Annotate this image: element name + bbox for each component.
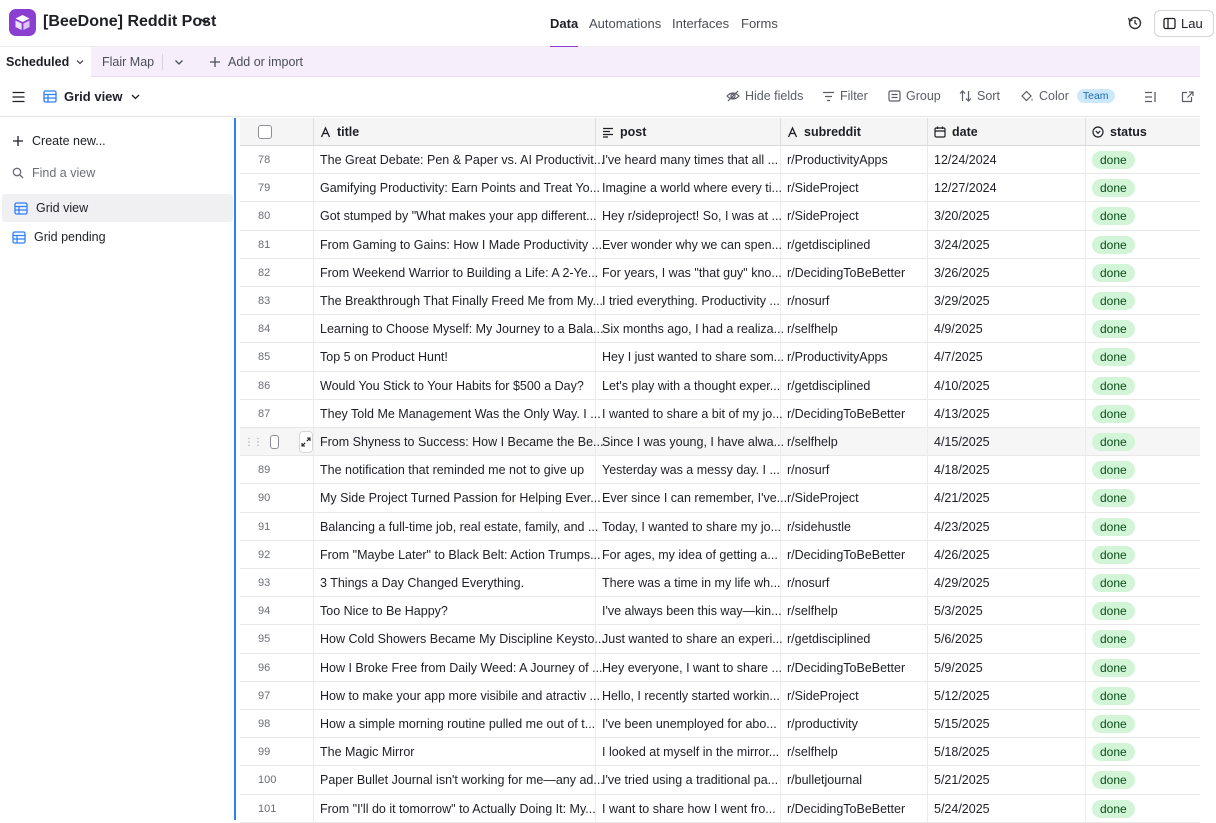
- row-number: 81: [240, 231, 314, 259]
- row-number: 99: [240, 738, 314, 766]
- cell-date[interactable]: 4/18/2025: [928, 456, 1086, 484]
- column-header-label: post: [620, 125, 647, 139]
- status-badge: done: [1092, 292, 1135, 310]
- cell-post[interactable]: Let's play with a thought exper...: [596, 372, 781, 400]
- cell-title[interactable]: Gamifying Productivity: Earn Points and Treat Yo...: [314, 174, 596, 202]
- sort-label: Sort: [977, 89, 1000, 103]
- row-number: 82: [240, 259, 314, 287]
- text-field-icon: [787, 127, 798, 138]
- cell-title[interactable]: How Cold Showers Became My Discipline Keysto...: [314, 625, 596, 653]
- base-logo-icon[interactable]: [9, 9, 36, 36]
- chevron-down-icon[interactable]: [173, 56, 185, 68]
- cell-date[interactable]: 5/18/2025: [928, 738, 1086, 766]
- cell-date[interactable]: 5/21/2025: [928, 766, 1086, 794]
- cell-subreddit[interactable]: r/bulletjournal: [781, 766, 928, 794]
- hide-fields-label: Hide fields: [745, 89, 804, 103]
- sidebar-item-label: Grid pending: [34, 230, 106, 244]
- chevron-down-icon[interactable]: [199, 15, 211, 27]
- status-badge: done: [1092, 602, 1135, 620]
- row-number: 86: [240, 372, 314, 400]
- column-header-title[interactable]: [314, 118, 596, 146]
- sidebar-item-grid-view[interactable]: [2, 194, 233, 222]
- cell-subreddit[interactable]: r/nosurf: [781, 456, 928, 484]
- table-tab-label: Scheduled: [6, 55, 70, 69]
- hide-fields-button[interactable]: [726, 89, 803, 103]
- cell-post[interactable]: Since I was young, I have alwa...: [596, 428, 781, 456]
- row-number: 79: [240, 174, 314, 202]
- cell-subreddit[interactable]: r/ProductivityApps: [781, 343, 928, 371]
- cell-post[interactable]: Hello, I recently started workin...: [596, 682, 781, 710]
- table-row[interactable]: [240, 428, 1200, 456]
- status-badge: done: [1092, 630, 1135, 648]
- cell-subreddit[interactable]: r/DecidingToBeBetter: [781, 400, 928, 428]
- records-grid: [240, 118, 1200, 820]
- table-row[interactable]: [240, 146, 1200, 174]
- cell-title[interactable]: Would You Stick to Your Habits for $500 a Day?: [314, 372, 596, 400]
- text-field-icon: [320, 127, 331, 138]
- column-header-label: subreddit: [804, 125, 861, 139]
- cell-post[interactable]: Ever since I can remember, I've...: [596, 484, 781, 512]
- row-number: 83: [240, 287, 314, 315]
- column-header-status[interactable]: [1086, 118, 1216, 146]
- cell-title[interactable]: The Breakthrough That Finally Freed Me from My...: [314, 287, 596, 315]
- cell-date[interactable]: 4/7/2025: [928, 343, 1086, 371]
- cell-status[interactable]: [1086, 372, 1216, 400]
- row-number: 93: [240, 569, 314, 597]
- cell-status[interactable]: [1086, 428, 1216, 456]
- table-row[interactable]: [240, 710, 1200, 738]
- cell-date[interactable]: 5/12/2025: [928, 682, 1086, 710]
- expand-icon: [301, 437, 311, 447]
- cell-status[interactable]: [1086, 456, 1216, 484]
- table-row[interactable]: [240, 766, 1200, 794]
- grid-header: [240, 118, 1200, 146]
- color-button[interactable]: [1020, 89, 1115, 103]
- cell-subreddit[interactable]: r/getdisciplined: [781, 372, 928, 400]
- row-number: 90: [240, 484, 314, 512]
- cell-status[interactable]: [1086, 287, 1216, 315]
- chevron-down-icon: [130, 91, 141, 102]
- cell-date[interactable]: 3/24/2025: [928, 231, 1086, 259]
- table-row[interactable]: [240, 231, 1200, 259]
- plus-icon: [12, 135, 24, 147]
- calendar-icon: [934, 126, 946, 138]
- cell-status[interactable]: [1086, 795, 1216, 823]
- filter-label: Filter: [840, 89, 868, 103]
- cell-post[interactable]: Hey I just wanted to share som...: [596, 343, 781, 371]
- launch-label: Lau: [1181, 16, 1203, 31]
- status-badge: done: [1092, 320, 1135, 338]
- cell-title[interactable]: The Great Debate: Pen & Paper vs. AI Productivit...: [314, 146, 596, 174]
- share-view-icon[interactable]: [1181, 91, 1194, 103]
- cell-status[interactable]: [1086, 541, 1216, 569]
- cell-date[interactable]: 5/3/2025: [928, 597, 1086, 625]
- cell-date[interactable]: 5/24/2025: [928, 795, 1086, 823]
- row-number: 96: [240, 654, 314, 682]
- top-bar: [0, 0, 1203, 47]
- cell-subreddit[interactable]: r/SideProject: [781, 202, 928, 230]
- cell-date[interactable]: 4/21/2025: [928, 484, 1086, 512]
- row-number: 92: [240, 541, 314, 569]
- cell-post[interactable]: I tried everything. Productivity ...: [596, 287, 781, 315]
- status-badge: done: [1092, 236, 1135, 254]
- single-select-icon: [1092, 126, 1104, 138]
- cell-subreddit[interactable]: r/SideProject: [781, 174, 928, 202]
- cell-subreddit[interactable]: r/getdisciplined: [781, 625, 928, 653]
- chevron-down-icon[interactable]: [75, 57, 85, 67]
- status-badge: done: [1092, 151, 1135, 169]
- views-sidebar: [0, 118, 235, 820]
- cell-post[interactable]: Yesterday was a messy day. I ...: [596, 456, 781, 484]
- table-row[interactable]: [240, 682, 1200, 710]
- cell-status[interactable]: [1086, 654, 1216, 682]
- cell-title[interactable]: Learning to Choose Myself: My Journey to a Bala...: [314, 315, 596, 343]
- cell-subreddit[interactable]: r/selfhelp: [781, 597, 928, 625]
- grid-view-icon: [43, 90, 57, 103]
- cell-post[interactable]: I've been unemployed for abo...: [596, 710, 781, 738]
- cell-date[interactable]: 12/27/2024: [928, 174, 1086, 202]
- search-icon: [12, 167, 24, 179]
- cell-status[interactable]: [1086, 569, 1216, 597]
- group-button[interactable]: [888, 89, 941, 103]
- cell-subreddit[interactable]: r/SideProject: [781, 682, 928, 710]
- cell-title[interactable]: Got stumped by "What makes your app different...: [314, 202, 596, 230]
- cell-title[interactable]: My Side Project Turned Passion for Helping Ever...: [314, 484, 596, 512]
- sidebar-resize-handle[interactable]: [234, 118, 236, 820]
- table-tab-scheduled[interactable]: [0, 47, 91, 77]
- cell-title[interactable]: The Magic Mirror: [314, 738, 596, 766]
- hamburger-menu-icon[interactable]: [12, 91, 25, 103]
- row-number: 97: [240, 682, 314, 710]
- cell-status[interactable]: [1086, 343, 1216, 371]
- cell-post[interactable]: Just wanted to share an experi...: [596, 625, 781, 653]
- table-row[interactable]: [240, 343, 1200, 371]
- cell-post[interactable]: I want to share how I went fro...: [596, 795, 781, 823]
- cell-status[interactable]: [1086, 682, 1216, 710]
- cell-status[interactable]: [1086, 738, 1216, 766]
- table-row[interactable]: [240, 400, 1200, 428]
- cell-title[interactable]: How I Broke Free from Daily Weed: A Journey of ...: [314, 654, 596, 682]
- cell-status[interactable]: [1086, 400, 1216, 428]
- row-number: 80: [240, 202, 314, 230]
- group-label: Group: [906, 89, 941, 103]
- cell-date[interactable]: 5/9/2025: [928, 654, 1086, 682]
- view-toolbar: [0, 77, 1200, 117]
- cell-status[interactable]: [1086, 597, 1216, 625]
- cell-title[interactable]: From "Maybe Later" to Black Belt: Action Trumps...: [314, 541, 596, 569]
- cell-post[interactable]: For ages, my idea of getting a...: [596, 541, 781, 569]
- status-badge: done: [1092, 659, 1135, 677]
- cell-post[interactable]: Ever wonder why we can spen...: [596, 231, 781, 259]
- cell-subreddit[interactable]: r/selfhelp: [781, 428, 928, 456]
- status-badge: done: [1092, 687, 1135, 705]
- row-number: 87: [240, 400, 314, 428]
- status-badge: done: [1092, 800, 1135, 818]
- column-header-label: status: [1110, 125, 1147, 139]
- sort-icon: [959, 90, 972, 102]
- cell-date[interactable]: 12/24/2024: [928, 146, 1086, 174]
- table-row[interactable]: [240, 372, 1200, 400]
- cell-subreddit[interactable]: r/selfhelp: [781, 315, 928, 343]
- base-title[interactable]: [BeeDone] Reddit Post: [43, 13, 217, 30]
- tab-automations[interactable]: Automations: [589, 16, 662, 31]
- cell-subreddit[interactable]: r/getdisciplined: [781, 231, 928, 259]
- cell-date[interactable]: 4/10/2025: [928, 372, 1086, 400]
- row-number: 78: [240, 146, 314, 174]
- table-row[interactable]: [240, 484, 1200, 512]
- select-all-header: [240, 118, 314, 146]
- cell-subreddit[interactable]: r/selfhelp: [781, 738, 928, 766]
- status-badge: done: [1092, 715, 1135, 733]
- cell-status[interactable]: [1086, 766, 1216, 794]
- long-text-icon: [602, 127, 614, 138]
- drag-handle-icon[interactable]: ⋮⋮: [244, 436, 262, 448]
- cell-title[interactable]: From Gaming to Gains: How I Made Productivity ...: [314, 231, 596, 259]
- tab-data[interactable]: Data: [550, 0, 578, 47]
- cell-date[interactable]: 3/20/2025: [928, 202, 1086, 230]
- row-number: 95: [240, 625, 314, 653]
- status-badge: done: [1092, 743, 1135, 761]
- tab-forms[interactable]: Forms: [741, 16, 778, 31]
- grid-view-icon: [12, 231, 26, 244]
- table-tab-bar: [0, 47, 1200, 77]
- cell-post[interactable]: Imagine a world where every ti...: [596, 174, 781, 202]
- tab-interfaces[interactable]: Interfaces: [672, 16, 730, 31]
- status-badge: done: [1092, 405, 1135, 423]
- cell-status[interactable]: [1086, 146, 1216, 174]
- color-label: Color: [1039, 89, 1069, 103]
- row-number: 98: [240, 710, 314, 738]
- cell-status[interactable]: [1086, 484, 1216, 512]
- table-row[interactable]: [240, 287, 1200, 315]
- table-row[interactable]: [240, 541, 1200, 569]
- status-badge: done: [1092, 771, 1135, 789]
- team-badge: Team: [1077, 89, 1115, 103]
- paint-bucket-icon: [1020, 90, 1034, 103]
- cell-date[interactable]: 4/13/2025: [928, 400, 1086, 428]
- table-row[interactable]: [240, 259, 1200, 287]
- cell-subreddit[interactable]: r/DecidingToBeBetter: [781, 259, 928, 287]
- cell-title[interactable]: 3 Things a Day Changed Everything.: [314, 569, 596, 597]
- status-badge: done: [1092, 433, 1135, 451]
- add-or-import-button[interactable]: [209, 55, 303, 69]
- select-all-checkbox[interactable]: [258, 125, 272, 139]
- table-row[interactable]: [240, 625, 1200, 653]
- cell-subreddit[interactable]: r/SideProject: [781, 484, 928, 512]
- launch-button[interactable]: [1154, 10, 1214, 37]
- column-header-label: date: [952, 125, 978, 139]
- group-icon: [888, 90, 901, 102]
- row-controls: [240, 428, 314, 456]
- row-number: 94: [240, 597, 314, 625]
- row-number: 100: [240, 766, 314, 794]
- cell-title[interactable]: From Shyness to Success: How I Became the Be...: [314, 428, 596, 456]
- row-number: 91: [240, 513, 314, 541]
- filter-button[interactable]: [822, 89, 868, 103]
- row-number: 85: [240, 343, 314, 371]
- cell-date[interactable]: 4/9/2025: [928, 315, 1086, 343]
- cell-status[interactable]: [1086, 259, 1216, 287]
- sidebar-layout-icon: [1163, 17, 1176, 30]
- eye-off-icon: [726, 90, 740, 102]
- column-header-label: title: [337, 125, 360, 139]
- cell-subreddit[interactable]: r/productivity: [781, 710, 928, 738]
- row-checkbox[interactable]: [270, 435, 279, 449]
- cell-post[interactable]: I wanted to share a bit of my jo...: [596, 400, 781, 428]
- cell-title[interactable]: How to make your app more visibile and atractiv ...: [314, 682, 596, 710]
- filter-icon: [822, 91, 835, 102]
- cell-post[interactable]: Six months ago, I had a realiza...: [596, 315, 781, 343]
- cell-post[interactable]: I looked at myself in the mirror...: [596, 738, 781, 766]
- cell-post[interactable]: Hey everyone, I want to share ...: [596, 654, 781, 682]
- cell-subreddit[interactable]: r/ProductivityApps: [781, 146, 928, 174]
- cell-post[interactable]: Today, I wanted to share my jo...: [596, 513, 781, 541]
- status-badge: done: [1092, 489, 1135, 507]
- history-icon[interactable]: [1127, 15, 1143, 31]
- status-badge: done: [1092, 461, 1135, 479]
- add-or-import-label: Add or import: [228, 55, 304, 69]
- table-row[interactable]: [240, 315, 1200, 343]
- status-badge: done: [1092, 207, 1135, 225]
- table-row[interactable]: [240, 456, 1200, 484]
- cell-post[interactable]: For years, I was "that guy" kno...: [596, 259, 781, 287]
- cell-title[interactable]: Balancing a full-time job, real estate, family, and ...: [314, 513, 596, 541]
- cell-title[interactable]: Paper Bullet Journal isn't working for me—any ad...: [314, 766, 596, 794]
- sort-button[interactable]: [959, 89, 1000, 103]
- cell-subreddit[interactable]: r/DecidingToBeBetter: [781, 654, 928, 682]
- cell-post[interactable]: I've tried using a traditional pa...: [596, 766, 781, 794]
- expand-record-button[interactable]: [299, 431, 313, 453]
- table-row[interactable]: [240, 513, 1200, 541]
- status-badge: done: [1092, 377, 1135, 395]
- status-badge: done: [1092, 518, 1135, 536]
- status-badge: done: [1092, 348, 1135, 366]
- cell-subreddit[interactable]: r/sidehustle: [781, 513, 928, 541]
- table-row[interactable]: [240, 738, 1200, 766]
- tab-divider: [162, 54, 163, 70]
- cell-post[interactable]: There was a time in my life wh...: [596, 569, 781, 597]
- row-number: 89: [240, 456, 314, 484]
- table-row[interactable]: [240, 569, 1200, 597]
- cell-title[interactable]: From "I'll do it tomorrow" to Actually Doing It: My...: [314, 795, 596, 823]
- table-row[interactable]: [240, 597, 1200, 625]
- cell-date[interactable]: 3/29/2025: [928, 287, 1086, 315]
- create-new-label: Create new...: [32, 134, 106, 148]
- cell-status[interactable]: [1086, 231, 1216, 259]
- cell-title[interactable]: From Weekend Warrior to Building a Life: A 2-Ye...: [314, 259, 596, 287]
- status-badge: done: [1092, 179, 1135, 197]
- find-view-input[interactable]: [0, 159, 233, 187]
- cell-post[interactable]: I've always been this way—kin...: [596, 597, 781, 625]
- cell-date[interactable]: 4/26/2025: [928, 541, 1086, 569]
- cell-date[interactable]: 5/15/2025: [928, 710, 1086, 738]
- table-row[interactable]: [240, 654, 1200, 682]
- cell-status[interactable]: [1086, 174, 1216, 202]
- cell-post[interactable]: Hey r/sideproject! So, I was at ...: [596, 202, 781, 230]
- view-switcher[interactable]: [43, 89, 141, 104]
- column-header-subreddit[interactable]: [781, 118, 928, 146]
- cell-status[interactable]: [1086, 202, 1216, 230]
- cell-date[interactable]: 5/6/2025: [928, 625, 1086, 653]
- sidebar-item-grid-pending[interactable]: [0, 223, 233, 251]
- cell-subreddit[interactable]: r/DecidingToBeBetter: [781, 795, 928, 823]
- grid-view-icon: [14, 202, 28, 215]
- row-height-icon[interactable]: [1144, 91, 1157, 103]
- table-row[interactable]: [240, 795, 1200, 823]
- table-row[interactable]: [240, 174, 1200, 202]
- table-row[interactable]: [240, 202, 1200, 230]
- cell-date[interactable]: 4/15/2025: [928, 428, 1086, 456]
- cell-title[interactable]: The notification that reminded me not to give up: [314, 456, 596, 484]
- sidebar-item-label: Grid view: [36, 201, 89, 215]
- column-header-date[interactable]: [928, 118, 1086, 146]
- cell-subreddit[interactable]: r/nosurf: [781, 569, 928, 597]
- cell-date[interactable]: 4/23/2025: [928, 513, 1086, 541]
- status-badge: done: [1092, 574, 1135, 592]
- cell-title[interactable]: How a simple morning routine pulled me out of t...: [314, 710, 596, 738]
- cell-subreddit[interactable]: r/nosurf: [781, 287, 928, 315]
- view-name: Grid view: [64, 89, 123, 104]
- cell-title[interactable]: Top 5 on Product Hunt!: [314, 343, 596, 371]
- row-number: 101: [240, 795, 314, 823]
- cell-date[interactable]: 4/29/2025: [928, 569, 1086, 597]
- row-number: 84: [240, 315, 314, 343]
- cell-status[interactable]: [1086, 625, 1216, 653]
- cell-status[interactable]: [1086, 710, 1216, 738]
- status-badge: done: [1092, 546, 1135, 564]
- cell-status[interactable]: [1086, 513, 1216, 541]
- cell-title[interactable]: They Told Me Management Was the Only Way. I ...: [314, 400, 596, 428]
- cell-title[interactable]: Too Nice to Be Happy?: [314, 597, 596, 625]
- create-new-view-button[interactable]: [0, 127, 233, 155]
- cell-subreddit[interactable]: r/DecidingToBeBetter: [781, 541, 928, 569]
- cell-date[interactable]: 3/26/2025: [928, 259, 1086, 287]
- find-view-placeholder: Find a view: [32, 166, 96, 180]
- plus-icon: [209, 56, 221, 68]
- cell-post[interactable]: I've heard many times that all ...: [596, 146, 781, 174]
- cell-status[interactable]: [1086, 315, 1216, 343]
- column-header-post[interactable]: [596, 118, 781, 146]
- table-tab-flair-map[interactable]: Flair Map: [102, 55, 155, 69]
- status-badge: done: [1092, 264, 1135, 282]
